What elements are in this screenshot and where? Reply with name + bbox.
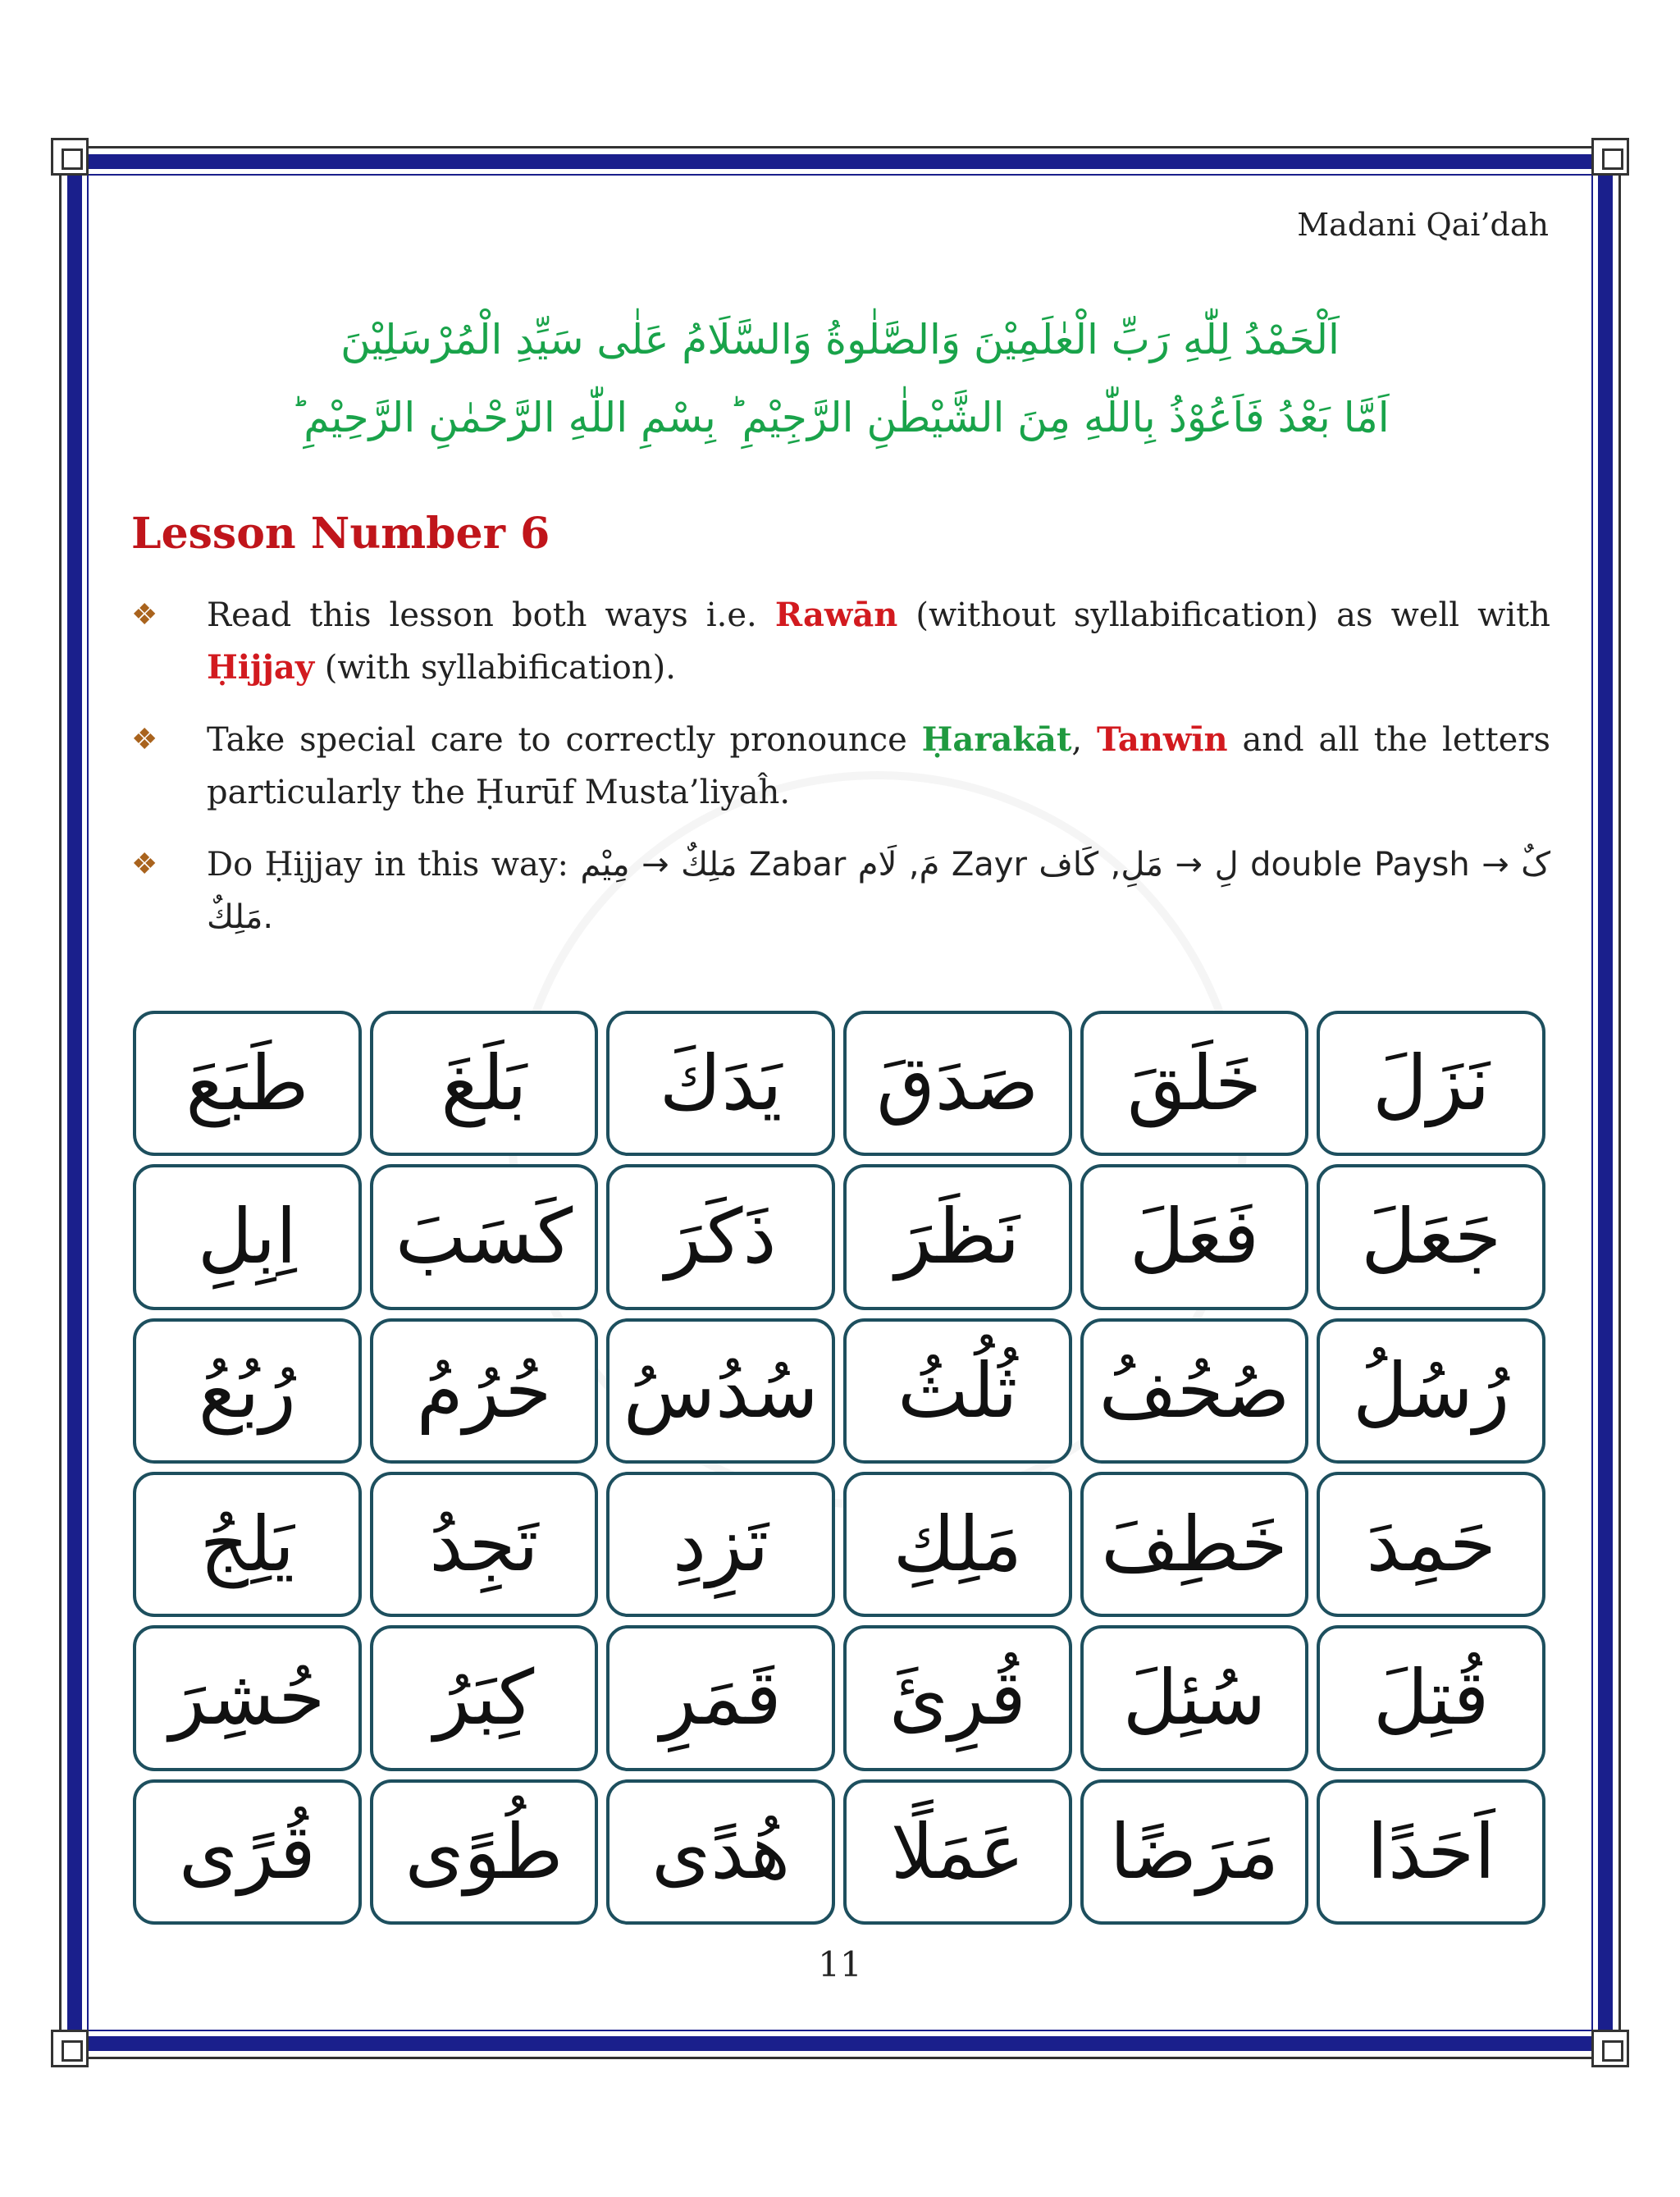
- word-cell: نَظَرَ: [843, 1164, 1072, 1309]
- word-cell: قُرِئَ: [843, 1625, 1072, 1770]
- diamond-bullet-icon: ❖: [131, 723, 158, 756]
- instruction-item: ❖ Read this lesson both ways i.e. Rawān (without syllabification) as well with Ḥijjay (with syllabification).: [131, 589, 1550, 694]
- word-cell: تَزِدِ: [606, 1472, 835, 1617]
- intro-line-2: اَمَّا بَعْدُ فَاَعُوْذُ بِاللّٰهِ مِنَ الشَّيْطٰنِ الرَّجِيْمِ ؕ بِسْمِ اللّٰهِ الرَّحْمٰنِ الرَّحِيْمِ ؕ: [290, 394, 1390, 441]
- word-cell: طُوًى: [370, 1779, 599, 1925]
- word-cell: مَرَضًا: [1080, 1779, 1309, 1925]
- word-cell: كَسَبَ: [370, 1164, 599, 1309]
- lesson-title: Lesson Number 6: [131, 509, 550, 559]
- diamond-bullet-icon: ❖: [131, 847, 158, 881]
- corner-ornament-icon: [51, 138, 89, 176]
- page-number: 11: [818, 1944, 862, 1985]
- word-cell: طَبَعَ: [133, 1011, 362, 1156]
- diamond-bullet-icon: ❖: [131, 598, 158, 632]
- word-cell: اَحَدًا: [1317, 1779, 1545, 1925]
- word-cell: قُتِلَ: [1317, 1625, 1545, 1770]
- instruction-list: [131, 589, 1550, 963]
- word-cell: ذَكَرَ: [606, 1164, 835, 1309]
- word-cell: كِبَرُ: [370, 1625, 599, 1770]
- word-cell: نَزَلَ: [1317, 1011, 1545, 1156]
- word-cell: خَلَقَ: [1080, 1011, 1309, 1156]
- word-cell: تَجِدُ: [370, 1472, 599, 1617]
- word-cell: خَطِفَ: [1080, 1472, 1309, 1617]
- word-cell: حُشِرَ: [133, 1625, 362, 1770]
- word-cell: مَلِكِ: [843, 1472, 1072, 1617]
- word-cell: بَلَغَ: [370, 1011, 599, 1156]
- word-cell: حَمِدَ: [1317, 1472, 1545, 1617]
- word-cell: ثُلُثُ: [843, 1318, 1072, 1464]
- corner-ornament-icon: [1591, 2030, 1629, 2067]
- corner-ornament-icon: [51, 2030, 89, 2067]
- word-grid: [133, 1011, 1545, 1925]
- word-cell: فَعَلَ: [1080, 1164, 1309, 1309]
- word-cell: قُرًى: [133, 1779, 362, 1925]
- instruction-item: ❖ Take special care to correctly pronounce Ḥarakāt, Tanwīn and all the letters particularly the Ḥurūf Musta’liyaĥ.: [131, 714, 1550, 819]
- word-cell: رُبُعُ: [133, 1318, 362, 1464]
- word-cell: جَعَلَ: [1317, 1164, 1545, 1309]
- page-header: Madani Qai’dah: [1297, 207, 1549, 243]
- word-cell: يَلِجُ: [133, 1472, 362, 1617]
- word-cell: اِبِلِ: [133, 1164, 362, 1309]
- intro-line-1: اَلْحَمْدُ لِلّٰهِ رَبِّ الْعٰلَمِيْنَ وَالصَّلٰوةُ وَالسَّلَامُ عَلٰى سَيِّدِ الْمُرْسَلِيْنَ: [340, 316, 1340, 363]
- word-cell: قَمَرِ: [606, 1625, 835, 1770]
- word-cell: حُرُمُ: [370, 1318, 599, 1464]
- word-cell: هُدًى: [606, 1779, 835, 1925]
- word-cell: سُئِلَ: [1080, 1625, 1309, 1770]
- word-cell: عَمَلًا: [843, 1779, 1072, 1925]
- word-cell: صُحُفُ: [1080, 1318, 1309, 1464]
- word-cell: صَدَقَ: [843, 1011, 1072, 1156]
- word-cell: رُسُلُ: [1317, 1318, 1545, 1464]
- word-cell: يَدَكَ: [606, 1011, 835, 1156]
- instruction-item: ❖ Do Ḥijjay in this way: مَلِكٌ → مِیْم Zabar مَ, لَام Zayr لِ → مَلِ, کَاف double Paysh کٌ → مَلِكٌ.: [131, 838, 1550, 943]
- corner-ornament-icon: [1591, 138, 1629, 176]
- word-cell: سُدُسُ: [606, 1318, 835, 1464]
